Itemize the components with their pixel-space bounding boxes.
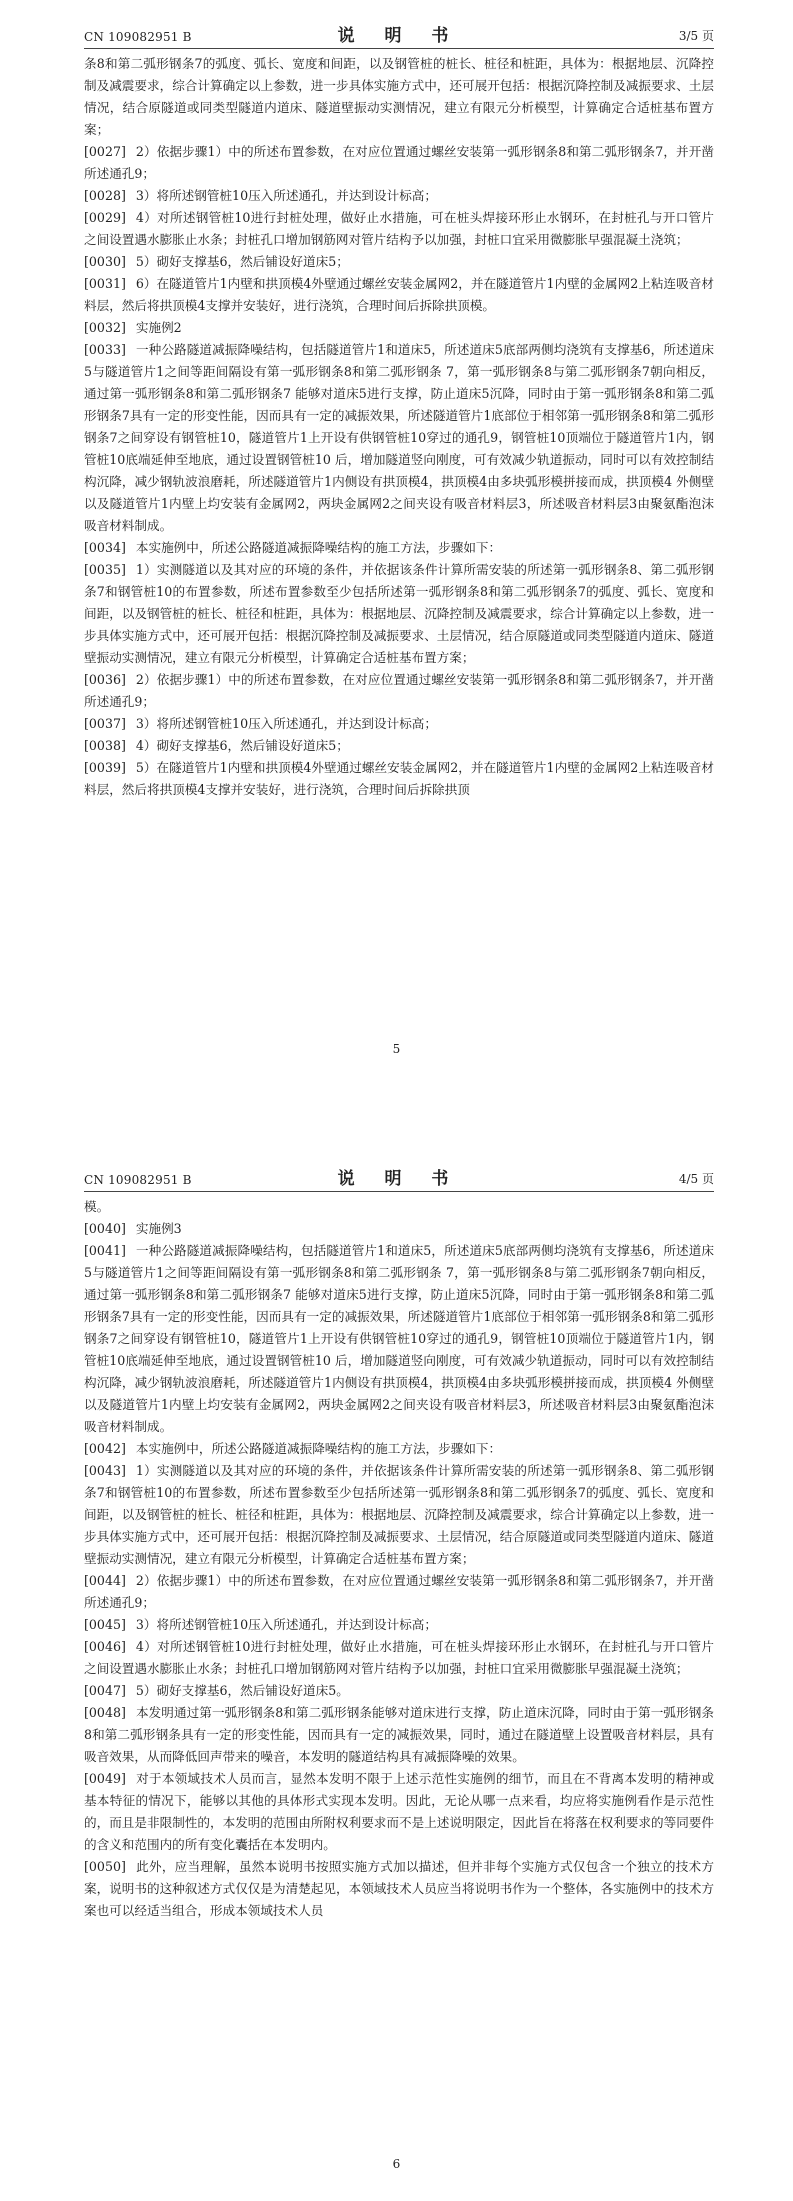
paragraph	[84, 713, 714, 735]
doc-title: 说 明 书	[337, 26, 461, 46]
paragraph-number: [0040]	[84, 1221, 126, 1236]
paragraph-number: [0032]	[84, 320, 126, 335]
paragraph	[84, 1218, 714, 1240]
paragraph-text: 5）砌好支撑基6，然后铺设好道床5；	[135, 254, 349, 269]
paragraph-number: [0050]	[84, 1859, 126, 1874]
paragraph-number: [0041]	[84, 1243, 126, 1258]
page-number: 5	[392, 1042, 401, 1056]
paragraph-text: 2）依据步骤1）中的所述布置参数，在对应位置通过螺丝安装第一弧形钢条8和第二弧形钢条7，并开凿所述通孔9；	[84, 672, 714, 709]
page-3	[0, 0, 793, 1090]
page-indicator: 3/5 页	[678, 29, 714, 43]
paragraph-number: [0037]	[84, 716, 126, 731]
paragraph-text: 2）依据步骤1）中的所述布置参数，在对应位置通过螺丝安装第一弧形钢条8和第二弧形钢条7，并开凿所述通孔9；	[84, 1573, 714, 1610]
paragraph-number: [0048]	[84, 1705, 126, 1720]
paragraph	[84, 1702, 714, 1768]
paragraph-number: [0031]	[84, 276, 126, 291]
paragraph-number: [0039]	[84, 760, 126, 775]
page-indicator: 4/5 页	[678, 1172, 714, 1186]
paragraph	[84, 1856, 714, 1922]
paragraph-number: [0042]	[84, 1441, 126, 1456]
paragraph-number: [0044]	[84, 1573, 126, 1588]
paragraph	[84, 317, 714, 339]
paragraph-text: 5）在隧道管片1内壁和拱顶模4外壁通过螺丝安装金属网2，并在隧道管片1内壁的金属网2上粘连吸音材料层，然后将拱顶模4支撑并安装好，进行浇筑，合理时间后拆除拱顶	[84, 760, 714, 797]
paragraph-number: [0036]	[84, 672, 126, 687]
paragraph-text: 3）将所述钢管桩10压入所述通孔，并达到设计标高；	[135, 716, 437, 731]
page-header	[84, 22, 714, 49]
page-4	[0, 1145, 793, 2201]
paragraph-number: [0028]	[84, 188, 126, 203]
paragraph-number: [0049]	[84, 1771, 126, 1786]
paragraph-text: 4）砌好支撑基6，然后铺设好道床5；	[135, 738, 349, 753]
paragraph-number: [0035]	[84, 562, 126, 577]
paragraph-text: 本实施例中，所述公路隧道减振降噪结构的施工方法，步骤如下：	[135, 540, 502, 555]
paragraph-text: 4）对所述钢管桩10进行封桩处理，做好止水措施，可在桩头焊接环形止水钢环，在封桩孔与开口管片之间设置遇水膨胀止水条；封桩孔口增加钢筋网对管片结构予以加强，封桩口宜采用微膨胀早强混凝土浇筑；	[84, 210, 714, 247]
paragraph-text: 一种公路隧道减振降噪结构，包括隧道管片1和道床5，所述道床5底部两侧均浇筑有支撑基6，所述道床5与隧道管片1之间等距间隔设有第一弧形钢条8和第二弧形钢条 7，第一弧形钢条8与第二弧形钢条7朝向相反，通过第一弧形钢条8和第二弧形钢条7 能够对道床5进行支撑，防止道床5沉降，同时由于第一弧形钢条8和第二弧形钢条7具有一定的形变性能，因而具有一定的减振效果，所述隧道管片1底部位于相邻第一弧形钢条8和第二弧形钢条7之间穿设有钢管桩10，隧道管片1上开设有供钢管桩10穿过的通孔9，钢管桩10顶端位于隧道管片1内，钢管桩10底端延伸至地底，通过设置钢管桩10 后，增加隧道竖向刚度，可有效减少轨道振动，同时可以有效控制结构沉降，减少钢轨波浪磨耗，所述隧道管片1内侧设有拱顶模4，拱顶模4由多块弧形模拼接而成，拱顶模4 外侧壁以及隧道管片1内壁上均安装有金属网2，两块金属网2之间夹设有吸音材料层3，所述吸音材料层3由聚氨酯泡沫吸音材料制成。	[84, 342, 714, 533]
page-header	[84, 1165, 714, 1192]
paragraph	[84, 801, 714, 823]
paragraph	[84, 1570, 714, 1614]
doc-title: 说 明 书	[337, 1169, 461, 1189]
paragraph	[84, 273, 714, 317]
paragraph	[84, 559, 714, 669]
paragraph-number: [0027]	[84, 144, 126, 159]
paragraph	[84, 757, 714, 801]
paragraph-text: 此外，应当理解，虽然本说明书按照实施方式加以描述，但并非每个实施方式仅包含一个独立的技术方案，说明书的这种叙述方式仅仅是为清楚起见，本领域技术人员应当将说明书作为一个整体，各实施例中的技术方案也可以经适当组合，形成本领域技术人员	[84, 1859, 714, 1918]
paragraph	[84, 1460, 714, 1570]
paragraph	[84, 537, 714, 559]
paragraph-number: [0030]	[84, 254, 126, 269]
paragraph	[84, 339, 714, 537]
paragraph	[84, 735, 714, 757]
paragraph-text: 5）砌好支撑基6，然后铺设好道床5。	[135, 1683, 349, 1698]
paragraph-text: 6）在隧道管片1内壁和拱顶模4外壁通过螺丝安装金属网2，并在隧道管片1内壁的金属网2上粘连吸音材料层，然后将拱顶模4支撑并安装好，进行浇筑，合理时间后拆除拱顶模。	[84, 276, 714, 313]
paragraph-text: 1）实测隧道以及其对应的环境的条件，并依据该条件计算所需安装的所述第一弧形钢条8、第二弧形钢条7和钢管桩10的布置参数，所述布置参数至少包括所述第一弧形钢条8和第二弧形钢条7的弧度、弧长、宽度和间距，以及钢管桩的桩长、桩径和桩距，具体为：根据地层、沉降控制及减震要求，综合计算确定以上参数，进一步具体实施方式中，还可展开包括：根据沉降控制及减振要求、土层情况，结合原隧道或同类型隧道内道床、隧道壁振动实测情况，建立有限元分析模型，计算确定合适桩基布置方案；	[84, 562, 714, 665]
paragraph-text: 3）将所述钢管桩10压入所述通孔，并达到设计标高；	[135, 188, 437, 203]
doc-number: CN 109082951 B	[84, 1173, 192, 1187]
paragraph	[84, 1438, 714, 1460]
paragraph-text: 1）实测隧道以及其对应的环境的条件，并依据该条件计算所需安装的所述第一弧形钢条8、第二弧形钢条7和钢管桩10的布置参数，所述布置参数至少包括所述第一弧形钢条8和第二弧形钢条7的弧度、弧长、宽度和间距，以及钢管桩的桩长、桩径和桩距，具体为：根据地层、沉降控制及减震要求，综合计算确定以上参数，进一步具体实施方式中，还可展开包括：根据沉降控制及减振要求、土层情况，结合原隧道或同类型隧道内道床、隧道壁振动实测情况，建立有限元分析模型，计算确定合适桩基布置方案；	[84, 1463, 714, 1566]
paragraph-text: 对于本领域技术人员而言，显然本发明不限于上述示范性实施例的细节，而且在不背离本发明的精神或基本特征的情况下，能够以其他的具体形式实现本发明。因此，无论从哪一点来看，均应将实施例看作是示范性的，而且是非限制性的，本发明的范围由所附权利要求而不是上述说明限定，因此旨在将落在权利要求的等同要件的含义和范围内的所有变化囊括在本发明内。	[84, 1771, 714, 1852]
paragraph-number: [0045]	[84, 1617, 126, 1632]
paragraph	[84, 1196, 714, 1218]
paragraph	[84, 669, 714, 713]
paragraph-number: [0047]	[84, 1683, 126, 1698]
paragraph-text: 本发明通过第一弧形钢条8和第二弧形钢条能够对道床进行支撑，防止道床沉降，同时由于第一弧形钢条8和第二弧形钢条具有一定的形变性能，因而具有一定的减振效果，同时，通过在隧道壁上设置吸音材料层，具有吸音效果，从而降低回声带来的噪音，本发明的隧道结构具有减振降噪的效果。	[84, 1705, 714, 1764]
paragraph-text: 4）对所述钢管桩10进行封桩处理，做好止水措施，可在桩头焊接环形止水钢环，在封桩孔与开口管片之间设置遇水膨胀止水条；封桩孔口增加钢筋网对管片结构予以加强，封桩口宜采用微膨胀早强混凝土浇筑；	[84, 1639, 714, 1676]
paragraph-text: 本实施例中，所述公路隧道减振降噪结构的施工方法，步骤如下：	[135, 1441, 502, 1456]
paragraph	[84, 1680, 714, 1702]
paragraph	[84, 141, 714, 185]
paragraph-text: 模。	[84, 1199, 110, 1214]
paragraph-text: 3）将所述钢管桩10压入所述通孔，并达到设计标高；	[135, 1617, 437, 1632]
paragraph-text: 条8和第二弧形钢条7的弧度、弧长、宽度和间距，以及钢管桩的桩长、桩径和桩距，具体为：根据地层、沉降控制及减震要求，综合计算确定以上参数，进一步具体实施方式中，还可展开包括：根据沉降控制及减振要求、土层情况，结合原隧道或同类型隧道内道床、隧道壁振动实测情况，建立有限元分析模型，计算确定合适桩基布置方案；	[84, 56, 714, 137]
paragraph-number: [0029]	[84, 210, 126, 225]
section-heading: 实施例3	[135, 1221, 182, 1236]
paragraph-number: [0033]	[84, 342, 126, 357]
paragraph-number: [0046]	[84, 1639, 126, 1654]
paragraph-number: [0043]	[84, 1463, 126, 1478]
page-body	[84, 1196, 714, 1944]
page-number: 6	[392, 2157, 401, 2171]
paragraph	[84, 251, 714, 273]
paragraph	[84, 207, 714, 251]
paragraph-number: [0038]	[84, 738, 126, 753]
section-heading: 实施例2	[135, 320, 182, 335]
paragraph	[84, 1768, 714, 1856]
paragraph	[84, 1614, 714, 1636]
paragraph-number: [0034]	[84, 540, 126, 555]
doc-number: CN 109082951 B	[84, 30, 192, 44]
paragraph	[84, 1636, 714, 1680]
paragraph-text: 2）依据步骤1）中的所述布置参数，在对应位置通过螺丝安装第一弧形钢条8和第二弧形钢条7，并开凿所述通孔9；	[84, 144, 714, 181]
paragraph	[84, 185, 714, 207]
paragraph-text: 一种公路隧道减振降噪结构，包括隧道管片1和道床5，所述道床5底部两侧均浇筑有支撑基6，所述道床5与隧道管片1之间等距间隔设有第一弧形钢条8和第二弧形钢条 7，第一弧形钢条8与第二弧形钢条7朝向相反，通过第一弧形钢条8和第二弧形钢条7 能够对道床5进行支撑，防止道床5沉降，同时由于第一弧形钢条8和第二弧形钢条7具有一定的形变性能，因而具有一定的减振效果，所述隧道管片1底部位于相邻第一弧形钢条8和第二弧形钢条7之间穿设有钢管桩10，隧道管片1上开设有供钢管桩10穿过的通孔9，钢管桩10顶端位于隧道管片1内，钢管桩10底端延伸至地底，通过设置钢管桩10 后，增加隧道竖向刚度，可有效减少轨道振动，同时可以有效控制结构沉降，减少钢轨波浪磨耗，所述隧道管片1内侧设有拱顶模4，拱顶模4由多块弧形模拼接而成，拱顶模4 外侧壁以及隧道管片1内壁上均安装有金属网2，两块金属网2之间夹设有吸音材料层3，所述吸音材料层3由聚氨酯泡沫吸音材料制成。	[84, 1243, 714, 1434]
paragraph	[84, 1922, 714, 1944]
page-body	[84, 53, 714, 823]
paragraph	[84, 1240, 714, 1438]
paragraph	[84, 53, 714, 141]
